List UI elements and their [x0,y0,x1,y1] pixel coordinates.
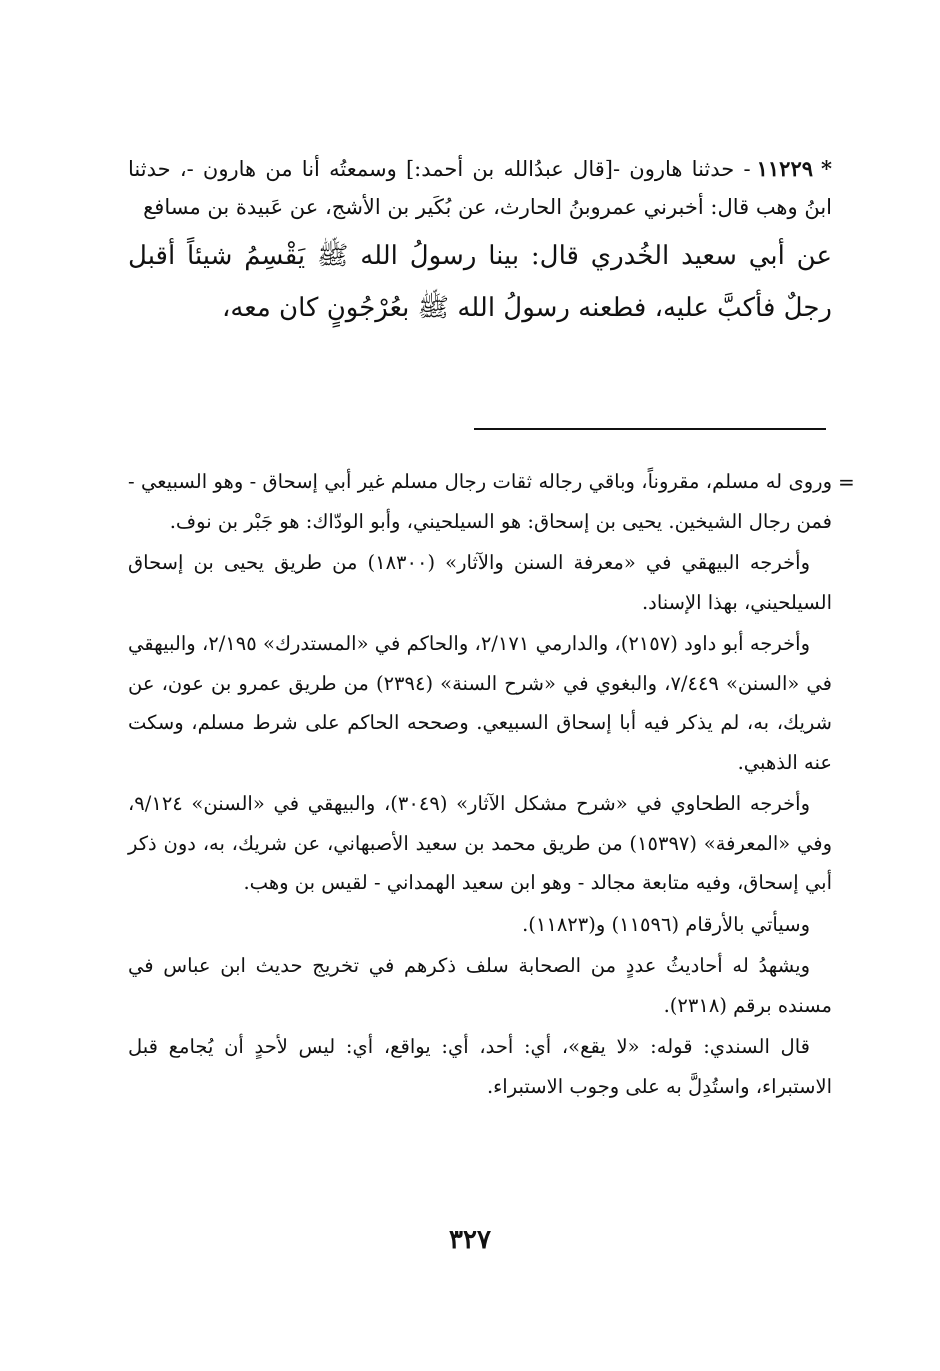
footnote-paragraph: وأخرجه أبو داود (٢١٥٧)، والدارمي ٢/١٧١، والحاكم في «المستدرك» ٢/١٩٥، والبيهقي في «السنن» ٧/٤٤٩، والبغوي في «شرح السنة» (٢٣٩٤) من طريق عمرو بن عون، عن شريك، به، لم يذكر فيه أبا إسحاق السبيعي. وصححه الحاكم على شرط مسلم، وسكت عنه الذهبي. [128,632,833,774]
hadith-isnad [128,150,832,226]
footnote-paragraph: وأخرجه الطحاوي في «شرح مشكل الآثار» (٣٠٤٩)، والبيهقي في «السنن» ٩/١٢٤، وفي «المعرفة» (١٥٣٩٧) من طريق محمد بن سعيد الأصبهاني، عن شريك، به، دون ذكر أبي إسحاق، وفيه متابعة مجالد - وهو ابن سعيد الهمداني - لقيس بن وهب. [128,792,832,894]
footnote-separator [474,428,826,430]
page-number: ٣٢٧ [449,1225,491,1255]
footnote-paragraph: وسيأتي بالأرقام (١١٥٩٦) و(١١٨٢٣). [522,912,810,936]
hadith-matn: عن أبي سعيد الخُدري قال: بينا رسولُ الله ﷺ يَقْسِمُ شيئاً أقبل رجلٌ فأكبَّ عليه، فطعنه رسولُ الله ﷺ بعُرْجُونٍ كان معه، [128,241,832,323]
continuation-mark: = [838,470,855,494]
isnad-text: - حدثنا هارون -[قال عبدُالله بن أحمد:] وسمعتُه أنا من هارون -، حدثنا ابنُ وهب قال: أخبرني عمروبنُ الحارث، عن بُكَير بن الأشج، عن عَبيدة بن مسافع [128,157,832,219]
star-marker: * [821,156,832,181]
footnote-paragraph: ويشهدُ له أحاديثُ عددٍ من الصحابة سلف ذكرهم في تخريج حديث ابن عباس في مسنده برقم (٢٣١٨). [128,954,832,1017]
footnotes [128,462,832,1108]
footnote-paragraph: قال السندي: قوله: «لا يقع»، أي: أحد، أي: يواقع، أي: ليس لأحدٍ أن يُجامع قبل الاستبراء، واستُدِلَّ به على وجوب الاستبراء. [128,1035,832,1098]
footnote-paragraph: وروى له مسلم، مقروناً، وباقي رجاله ثقات رجال مسلم غير أبي إسحاق - وهو السبيعي - فمن رجال الشيخين. يحيى بن إسحاق: هو السيلحيني، وأبو الودّاك: هو جَبْر بن نوف. [128,470,832,533]
footnote-paragraph: وأخرجه البيهقي في «معرفة السنن والآثار» (١٨٣٠٠) من طريق يحيى بن إسحاق السيلحيني، بهذا الإسناد. [128,551,832,614]
hadith-number: ١١٢٢٩ [756,156,814,181]
hadith-block [128,150,832,334]
